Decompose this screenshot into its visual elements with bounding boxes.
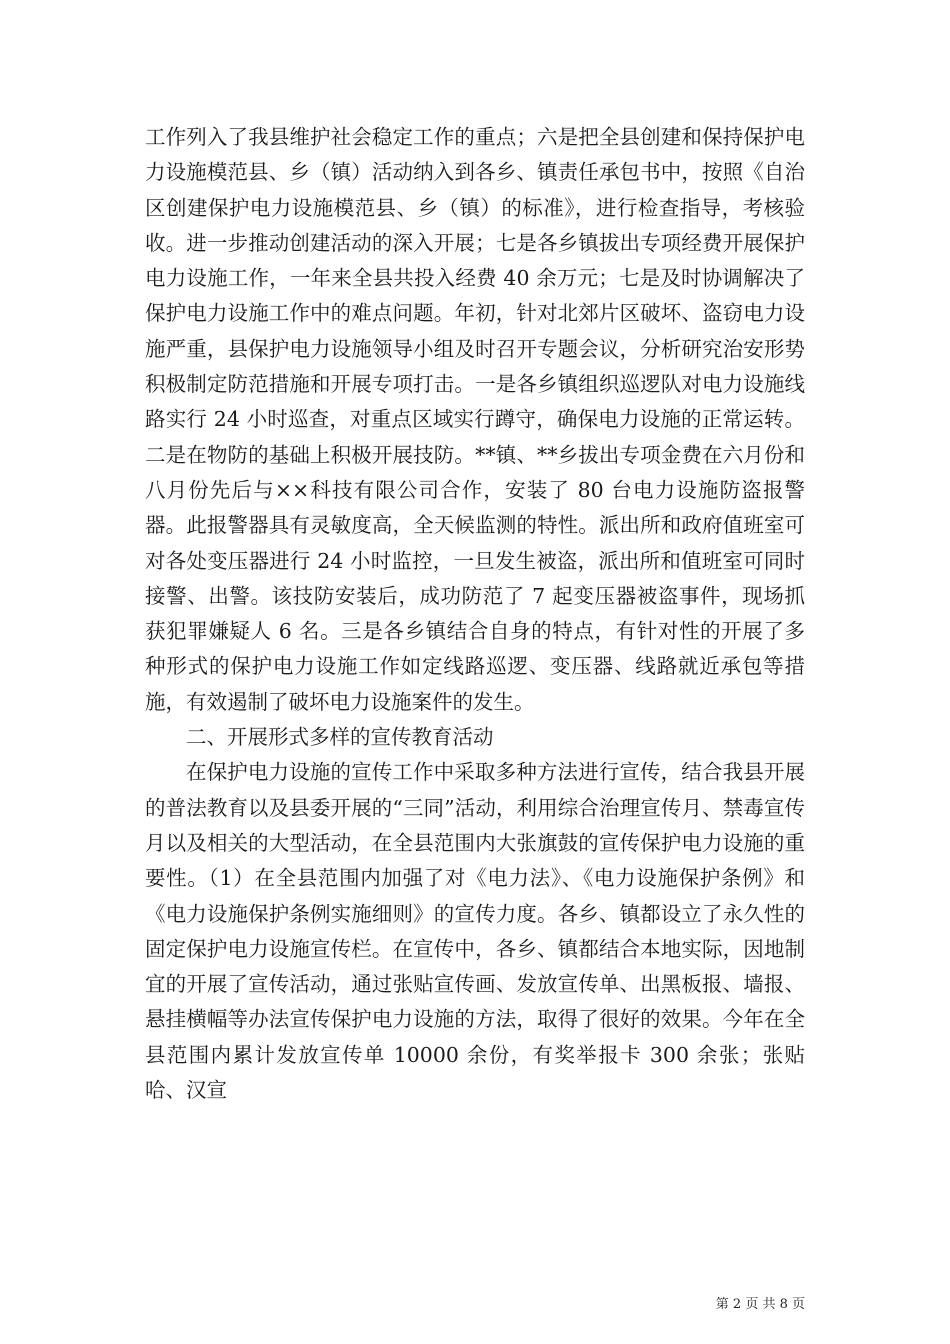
body-paragraph-1: 工作列入了我县维护社会稳定工作的重点；六是把全县创建和保持保护电力设施模范县、乡（镇）活动纳入到各乡、镇责任承包书中，按照《自治区创建保护电力设施模范县、乡（镇）的标准》，进行检查指导，考核验收。进一步推动创建活动的深入开展；七是各乡镇拔出专项经费开展保护电力设施工作，一年来全县共投入经费 40 余万元；七是及时协调解决了保护电力设施工作中的难点问题。年初，针对北郊片区破坏、盗窃电力设施严重，县保护电力设施领导小组及时召开专题会议，分析研究治安形势积极制定防范措施和开展专项打击。一是各乡镇组织巡逻队对电力设施线路实行 24 小时巡查，对重点区域实行蹲守，确保电力设施的正常运转。二是在物防的基础上积极开展技防。**镇、**乡拔出专项金费在六月份和八月份先后与××科技有限公司合作，安装了 80 台电力设施防盗报警器。此报警器具有灵敏度高，全天候监测的特性。派出所和政府值班室可对各处变压器进行 24 小时监控，一旦发生被盗，派出所和值班室可同时接警、出警。该技防安装后，成功防范了 7 起变压器被盗事件，现场抓获犯罪嫌疑人 6 名。三是各乡镇结合自身的特点，有针对性的开展了多种形式的保护电力设施工作如定线路巡逻、变压器、线路就近承包等措施，有效遏制了破坏电力设施案件的发生。 [145, 125, 805, 714]
section-heading: 二、开展形式多样的宣传教育活动 [186, 725, 494, 750]
page-number-footer: 第 2 页 共 8 页 [715, 1297, 805, 1312]
document-body [145, 120, 805, 1108]
body-paragraph-2: 在保护电力设施的宣传工作中采取多种方法进行宣传，结合我县开展的普法教育以及县委开展的“三同”活动，利用综合治理宣传月、禁毒宣传月以及相关的大型活动，在全县范围内大张旗鼓的宣传保护电力设施的重要性。（1）在全县范围内加强了对《电力法》、《电力设施保护条例》和《电力设施保护条例实施细则》的宣传力度。各乡、镇都设立了永久性的固定保护电力设施宣传栏。在宣传中，各乡、镇都结合本地实际，因地制宜的开展了宣传活动，通过张贴宣传画、发放宣传单、出黑板报、墙报、悬挂横幅等办法宣传保护电力设施的方法，取得了很好的效果。今年在全县范围内累计发放宣传单 10000 余份，有奖举报卡 300 余张；张贴哈、汉宣 [145, 760, 805, 1103]
